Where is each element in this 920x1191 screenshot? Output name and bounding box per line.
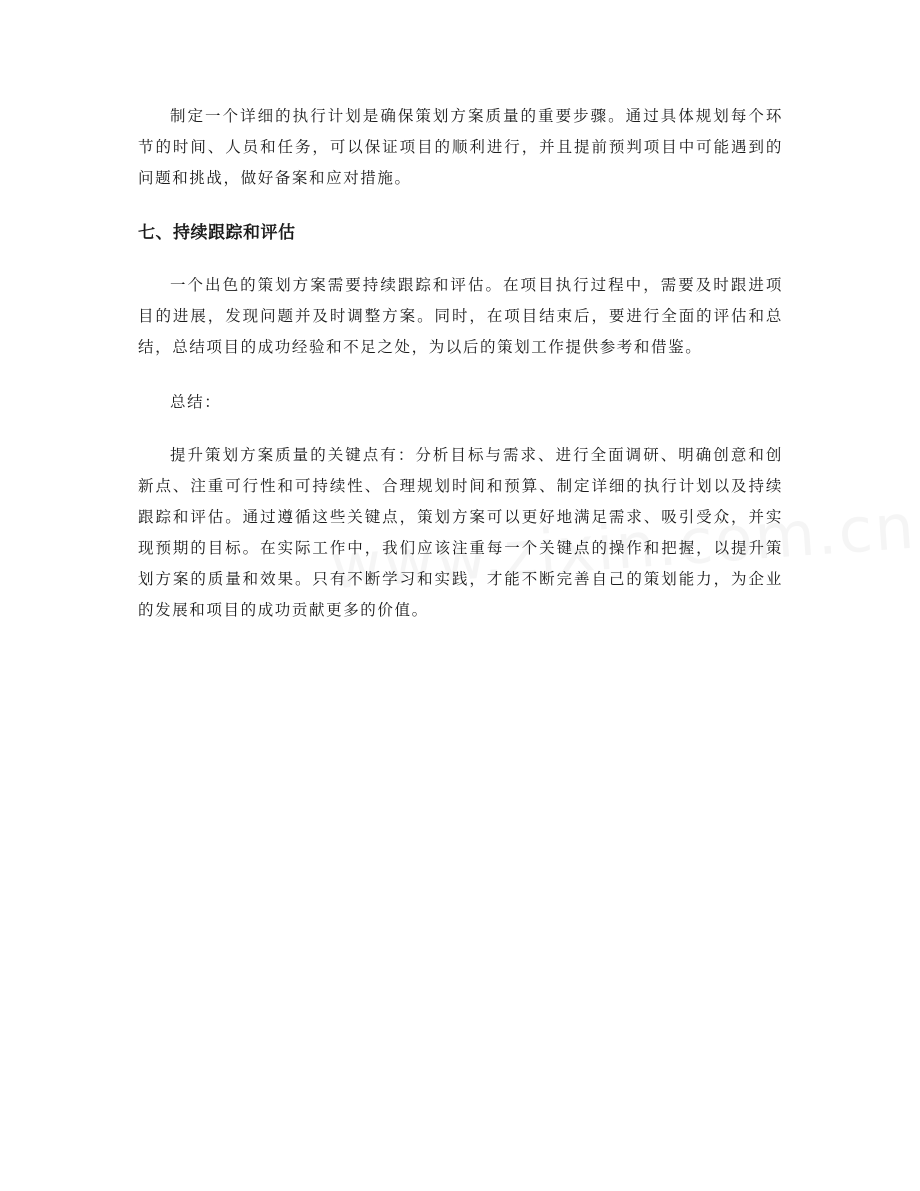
- paragraph-summary: 提升策划方案质量的关键点有：分析目标与需求、进行全面调研、明确创意和创新点、注重可行性和可持续性、合理规划时间和预算、制定详细的执行计划以及持续跟踪和评估。通过遵循这些关键点，策划方案可以更好地满足需求、吸引受众，并实现预期的目标。在实际工作中，我们应该注重每一个关键点的操作和把握，以提升策划方案的质量和效果。只有不断学习和实践，才能不断完善自己的策划能力，为企业的发展和项目的成功贡献更多的价值。: [138, 446, 783, 619]
- paragraph-execution-plan: 制定一个详细的执行计划是确保策划方案质量的重要步骤。通过具体规划每个环节的时间、人员和任务，可以保证项目的顺利进行，并且提前预判项目中可能遇到的问题和挑战，做好备案和应对措施。: [138, 107, 783, 187]
- paragraph-tracking: 一个出色的策划方案需要持续跟踪和评估。在项目执行过程中，需要及时跟进项目的进展，发现问题并及时调整方案。同时，在项目结束后，要进行全面的评估和总结，总结项目的成功经验和不足之处，为以后的策划工作提供参考和借鉴。: [138, 276, 783, 356]
- section-heading: 七、持续跟踪和评估: [138, 223, 296, 243]
- summary-label: 总结：: [170, 393, 222, 411]
- document-body: [138, 101, 783, 626]
